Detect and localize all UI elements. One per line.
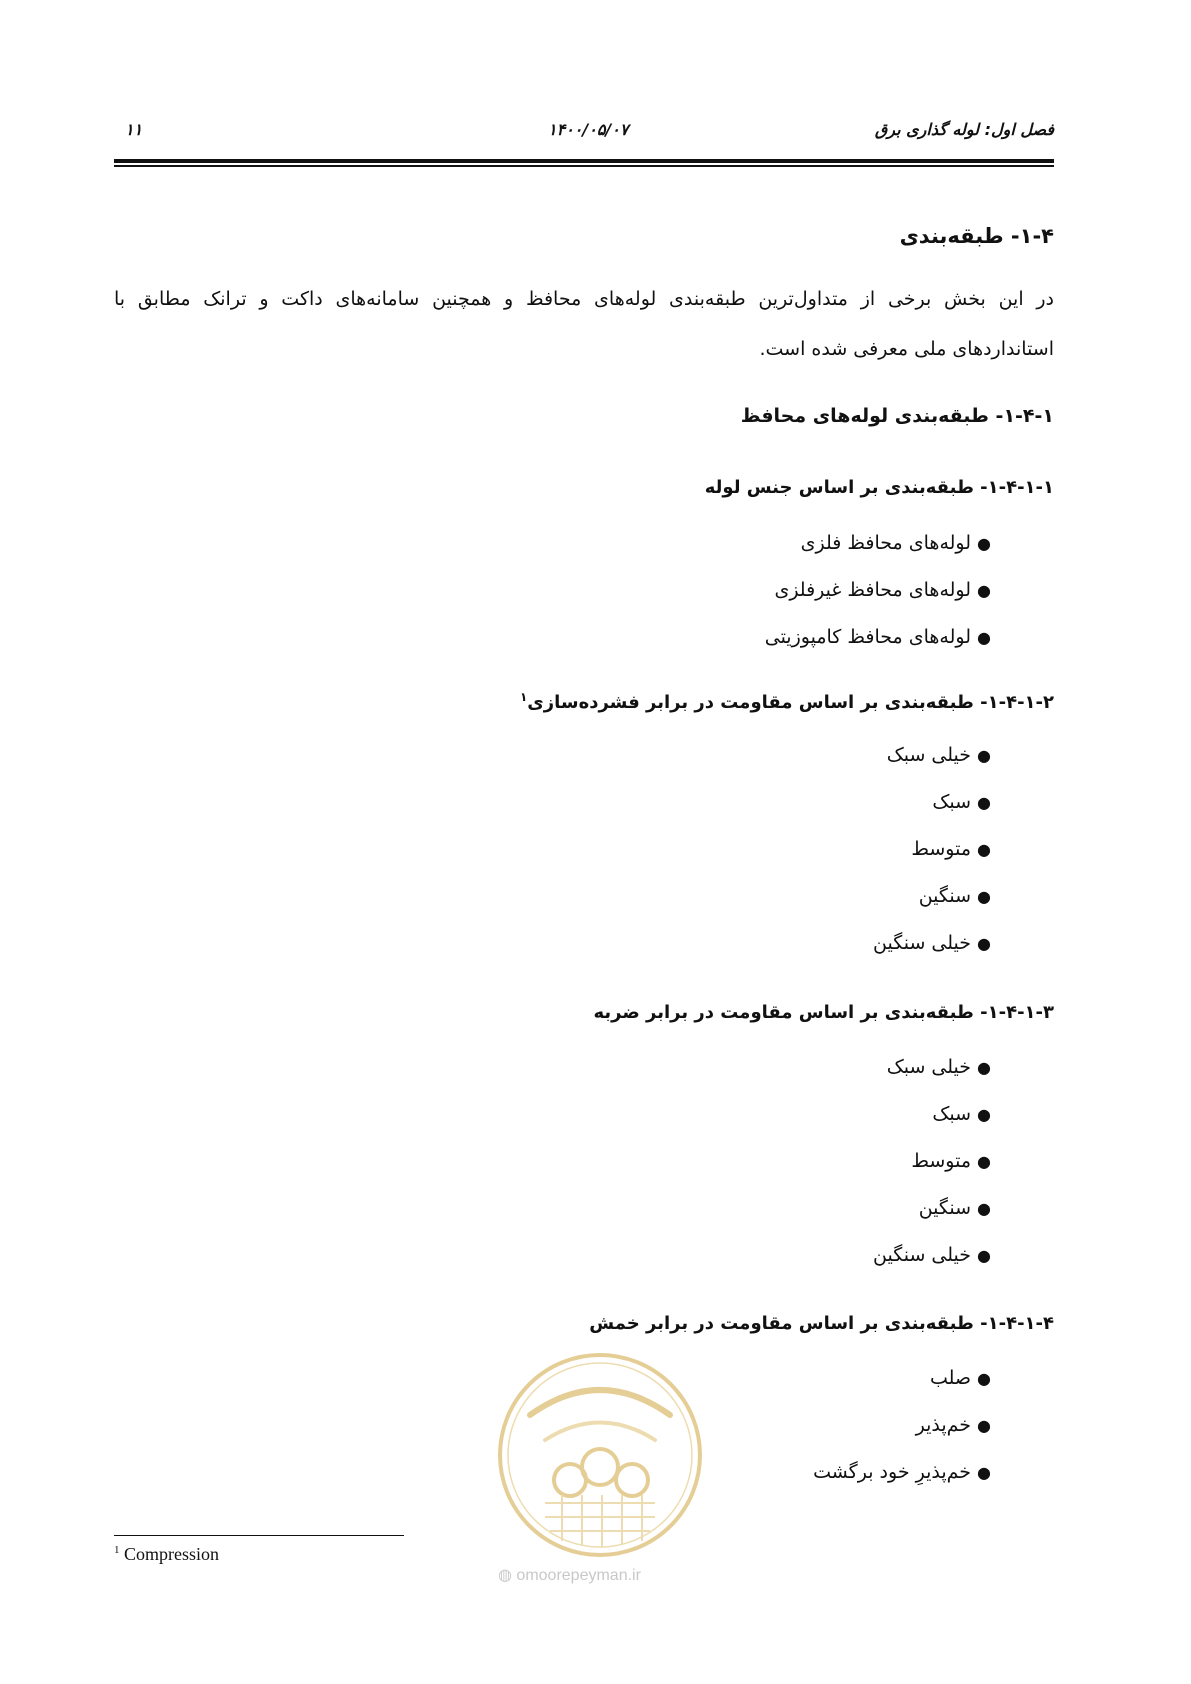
list-item: ●صلب	[929, 1367, 991, 1389]
chapter-title: فصل اول: لوله گذاری برق	[874, 120, 1054, 139]
bullet-icon: ●	[977, 628, 991, 647]
footnote-rule	[114, 1535, 404, 1536]
bullet-icon: ●	[977, 793, 991, 812]
watermark-logo-icon	[490, 1345, 710, 1565]
list-item: ●خم‌پذیرِ خود برگشت	[813, 1461, 991, 1483]
list-item: ●سنگین	[918, 1197, 991, 1219]
list-item: ●متوسط	[911, 1150, 991, 1172]
bullet-icon: ●	[977, 1416, 991, 1435]
group-4-title: ۱-۴-۱-۴- طبقه‌بندی بر اساس مقاومت در برابر خمش	[589, 1313, 1054, 1334]
bullet-icon: ●	[977, 581, 991, 600]
bullet-icon: ●	[977, 1369, 991, 1388]
bullet-icon: ●	[977, 746, 991, 765]
footnote	[114, 1544, 219, 1565]
watermark-text: ◍ omoorepeyman.ir	[498, 1567, 641, 1584]
bullet-icon: ●	[977, 1105, 991, 1124]
group-3-title: ۱-۴-۱-۳- طبقه‌بندی بر اساس مقاومت در برابر ضربه	[593, 1002, 1054, 1023]
group-2-title: ۱-۴-۱-۲- طبقه‌بندی بر اساس مقاومت در برابر فشرده‌سازی$^۱$	[519, 690, 1054, 713]
list-item: ●خیلی سنگین	[873, 932, 991, 954]
subsection-title: ۱-۴-۱- طبقه‌بندی لوله‌های محافظ	[740, 405, 1054, 427]
bullet-icon: ●	[977, 1246, 991, 1265]
header-date: ۱۴۰۰/۰۵/۰۷	[548, 120, 629, 139]
bullet-icon: ●	[977, 1152, 991, 1171]
list-item: ●لوله‌های محافظ فلزی	[800, 532, 991, 554]
list-item: ●متوسط	[911, 838, 991, 860]
group-1-title: ۱-۴-۱-۱- طبقه‌بندی بر اساس جنس لوله	[704, 477, 1054, 498]
bullet-icon: ●	[977, 887, 991, 906]
list-item: ●خم‌پذیر	[915, 1414, 991, 1436]
header-rule-thin	[114, 165, 1054, 167]
section-title: ۱-۴- طبقه‌بندی	[899, 224, 1054, 248]
bullet-icon: ●	[977, 934, 991, 953]
list-item: ●سبک	[932, 791, 991, 813]
bullet-icon: ●	[977, 1058, 991, 1077]
list-item: ●سبک	[932, 1103, 991, 1125]
list-item: ●لوله‌های محافظ کامپوزیتی	[764, 626, 991, 648]
intro-line-2: استانداردهای ملی معرفی شده است.	[759, 338, 1054, 360]
list-item: ●خیلی سنگین	[873, 1244, 991, 1266]
bullet-icon: ●	[977, 534, 991, 553]
list-item: ●سنگین	[918, 885, 991, 907]
intro-line-1: در این بخش برخی از متداول‌ترین طبقه‌بندی لوله‌های محافظ و همچنین سامانه‌های داکت و ترانک مطابق با	[114, 288, 1054, 310]
footnote-ref[interactable]: ۱	[519, 690, 528, 704]
globe-icon: ◍	[498, 1567, 512, 1584]
footnote-text: Compression	[124, 1544, 220, 1564]
bullet-icon: ●	[977, 1463, 991, 1482]
bullet-icon: ●	[977, 840, 991, 859]
intro-paragraph	[114, 274, 1054, 374]
list-item: ●خیلی سبک	[886, 1056, 991, 1078]
footnote-number: 1	[114, 1544, 120, 1556]
page-number: ۱۱	[125, 120, 143, 139]
bullet-icon: ●	[977, 1199, 991, 1218]
list-item: ●لوله‌های محافظ غیرفلزی	[774, 579, 991, 601]
header-rule-thick	[114, 159, 1054, 163]
list-item: ●خیلی سبک	[886, 744, 991, 766]
